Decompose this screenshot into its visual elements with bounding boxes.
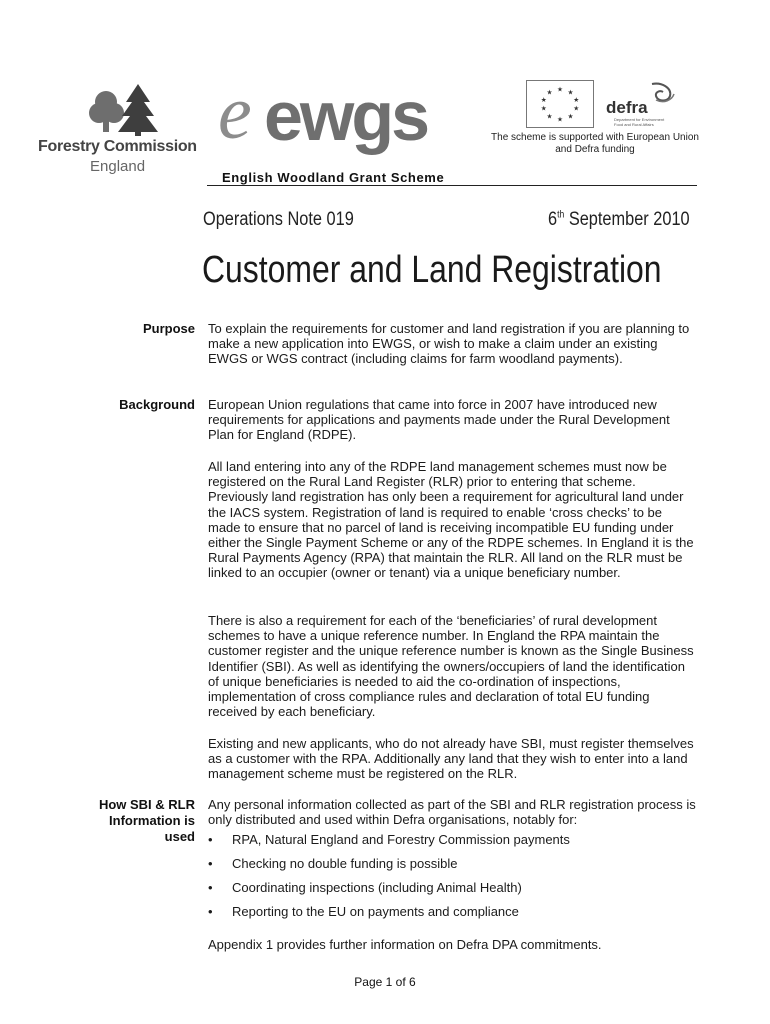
background-paragraph-2: All land entering into any of the RDPE land management schemes must now be registered on the Rural Land Register (RLR) prior to entering that scheme. Previously land registration has only been a requirement for agricultural land under the IACS system. Registration of land is required to enable ‘cross checks’ to be made to ensure that no parcel of land is receiving incompatible EU funding under either the Single Payment Scheme or any of the RDPE schemes. In England it is the Rural Payments Agency (RPA) that maintain the RLR. All land on the RLR must be linked to an occupier (owner or tenant) via a unique beneficiary number. [208,459,694,581]
appendix-note: Appendix 1 provides further information on Defra DPA commitments. [208,937,602,952]
svg-text:★: ★ [540,97,547,105]
scheme-name: English Woodland Grant Scheme [222,170,445,185]
list-item: • Reporting to the EU on payments and compliance [208,904,519,919]
how-used-label: How SBI & RLR Information is used [98,797,195,844]
svg-text:★: ★ [573,97,580,105]
forestry-commission-name: Forestry Commission [38,138,197,155]
list-item: • Coordinating inspections (including Animal Health) [208,880,522,895]
list-item: • RPA, Natural England and Forestry Commission payments [208,832,570,847]
svg-text:★: ★ [557,116,563,124]
how-used-text: Any personal information collected as part of the SBI and RLR registration process is only distributed and used within Defra organisations, notably for: [208,797,696,828]
svg-text:★: ★ [557,86,563,94]
svg-text:★: ★ [540,105,547,113]
forestry-commission-country: England [90,158,146,175]
ewgs-logo [214,76,464,166]
operations-note-number: Operations Note 019 [203,209,354,230]
svg-text:★: ★ [567,89,574,97]
funding-support-note: The scheme is supported with European Union and Defra funding [491,132,699,155]
page-title: Customer and Land Registration [202,249,662,291]
purpose-text: To explain the requirements for customer and land registration if you are planning to make a new application into EWGS, or wish to make a claim under an existing EWGS or WGS contract (including claims for farm woodland payments). [208,321,690,367]
defra-logo-text: defra [606,98,648,117]
svg-text:★: ★ [546,89,553,97]
background-paragraph-4: Existing and new applicants, who do not already have SBI, must register themselves as a customer with the RPA. Additionally any land that they wish to enter into a land management scheme must be registered on the RLR. [208,736,694,782]
svg-text:★: ★ [546,113,553,121]
svg-text:e: e [218,76,252,155]
background-label: Background [119,397,195,412]
svg-text:★: ★ [573,105,580,113]
header-divider [207,185,697,186]
purpose-label: Purpose [142,321,195,336]
document-date: 6th September 2010 [548,209,690,230]
list-item: • Checking no double funding is possible [208,856,458,871]
ewgs-logo-text: ewgs [264,77,428,155]
eu-flag-icon [526,80,594,128]
background-paragraph-3: There is also a requirement for each of the ‘beneficiaries’ of rural development schemes to have a unique reference number. In England the RPA maintain the customer register and the unique reference number is known as the Single Business Identifier (SBI). As well as identifying the owners/occupiers of land the identification of unique beneficiaries is needed to aid the co-ordination of inspections, implementation of cross compliance rules and declaration of total EU funding received by each beneficiary. [208,613,694,720]
background-paragraph-1: European Union regulations that came into force in 2007 have introduced new requirements for applications and payments made under the Rural Development Plan for England (RDPE). [208,397,670,443]
svg-text:★: ★ [567,113,574,121]
defra-subtitle: Department for Environment Food and Rural Affairs [614,117,665,127]
page-number: Page 1 of 6 [354,975,416,989]
